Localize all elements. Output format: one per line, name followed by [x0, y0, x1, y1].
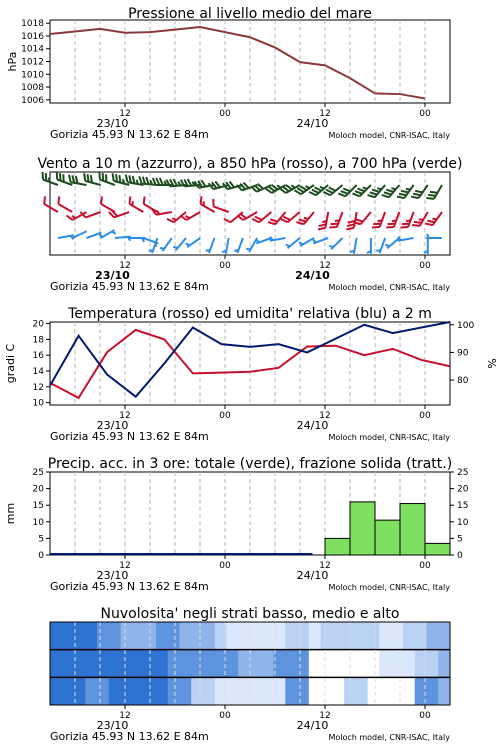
wind-barb	[426, 182, 442, 202]
barb-shaft	[380, 212, 385, 227]
barb-full	[56, 196, 62, 204]
barb-full	[54, 172, 59, 180]
cloud-cell	[97, 650, 109, 678]
date-label: 24/10	[296, 569, 329, 582]
barb-shaft	[275, 212, 285, 224]
barb-shaft	[214, 207, 229, 212]
y-tick-label-right: 25	[457, 468, 469, 478]
date-label: 24/10	[295, 269, 330, 282]
cloud-cell	[368, 650, 380, 678]
cloud-cell	[438, 622, 450, 650]
cloud-cell	[426, 650, 438, 678]
credit-label: Moloch model, CNR-ISAC, Italy	[328, 283, 450, 292]
cloud-cell	[285, 622, 297, 650]
barb-shaft	[72, 231, 87, 238]
wind-barb	[185, 235, 200, 247]
y-tick-label: 18	[32, 335, 44, 346]
cloud-cell	[368, 677, 380, 705]
cloud-cell	[379, 650, 391, 678]
y-tick-label-right: 5	[457, 534, 463, 545]
x-tick-label: 12	[319, 411, 331, 421]
x-tick-label: 12	[119, 561, 131, 571]
x-tick-label: 12	[319, 561, 331, 571]
x-tick-label: 12	[319, 109, 331, 119]
cloud-cell	[50, 622, 62, 650]
cloud-cell	[226, 650, 238, 678]
y-tick-label: 20	[32, 484, 44, 495]
cloud-cell	[309, 677, 321, 705]
panel-title: Precip. acc. in 3 ore: totale (verde), frazione solida (tratt.)	[47, 456, 453, 472]
cloud-cell	[226, 622, 238, 650]
x-tick-label: 00	[219, 109, 231, 119]
cloud-cell	[250, 622, 262, 650]
cloud-cell	[321, 622, 333, 650]
panel-5	[50, 606, 451, 743]
cloud-cell	[285, 677, 297, 705]
barb-full	[318, 227, 325, 231]
wind-barb	[58, 235, 74, 242]
x-tick-label: 00	[419, 261, 431, 271]
barb-shaft	[144, 204, 158, 212]
cloud-cell	[109, 622, 121, 650]
cloud-cell	[121, 622, 133, 650]
y-axis-label: hPa	[6, 51, 19, 72]
cloud-cell	[156, 677, 168, 705]
panel-1	[6, 6, 450, 141]
y-tick-label: 10	[32, 398, 44, 409]
cloud-cell	[356, 650, 368, 678]
cloud-cell	[62, 677, 74, 705]
location-label: Gorizia 45.93 N 13.62 E 84m	[50, 128, 209, 141]
cloud-cell	[191, 677, 203, 705]
cloud-cell	[238, 677, 250, 705]
credit-label: Moloch model, CNR-ISAC, Italy	[328, 433, 450, 442]
y-axis-label: mm	[4, 502, 17, 525]
barb-shaft	[325, 212, 328, 228]
y-tick-label: 1010	[21, 70, 44, 81]
y-tick-label: 1018	[21, 19, 44, 30]
cloud-cell	[179, 677, 191, 705]
barb-full	[139, 176, 143, 183]
cloud-cell	[403, 650, 415, 678]
wind-barb	[141, 196, 161, 212]
wind-barb	[338, 180, 356, 198]
barb-full	[97, 172, 102, 180]
panel-title: Temperatura (rosso) ed umidita' relativa (blu) a 2 m	[68, 306, 432, 322]
location-label: Gorizia 45.93 N 13.62 E 84m	[50, 580, 209, 593]
cloud-cell	[191, 622, 203, 650]
x-tick-label: 12	[119, 109, 131, 119]
wind-barb	[372, 210, 385, 230]
x-tick-label: 12	[319, 711, 331, 721]
precip-bar	[400, 504, 425, 555]
wind-barb	[285, 235, 300, 248]
wind-barb	[376, 237, 385, 253]
y-tick-label: 20	[32, 319, 44, 330]
wind-barb	[298, 235, 314, 246]
cloud-cell	[109, 650, 121, 678]
cloud-cell	[332, 622, 344, 650]
cloud-cell	[321, 677, 333, 705]
barb-shaft	[337, 212, 342, 227]
cloud-cell	[50, 650, 62, 678]
wind-barb	[382, 181, 400, 200]
x-tick-label: 00	[219, 261, 231, 271]
x-tick-label: 00	[419, 711, 431, 721]
y-tick-label: 15	[32, 501, 44, 512]
cloud-cell	[356, 677, 368, 705]
cloud-cell	[438, 650, 450, 678]
barb-full	[66, 214, 72, 222]
credit-label: Moloch model, CNR-ISAC, Italy	[328, 733, 450, 742]
cloud-cell	[262, 650, 274, 678]
cloud-cell	[132, 650, 144, 678]
cloud-cell	[262, 677, 274, 705]
barb-full	[68, 175, 72, 182]
date-label: 23/10	[95, 269, 130, 282]
panel-title: Vento a 10 m (azzurro), a 850 hPa (rosso), a 700 hPa (verde)	[37, 156, 463, 172]
wind-barb	[198, 196, 218, 212]
cloud-cell	[403, 677, 415, 705]
barb-full	[82, 173, 87, 181]
credit-label: Moloch model, CNR-ISAC, Italy	[328, 583, 450, 592]
date-label: 23/10	[96, 569, 129, 582]
location-label: Gorizia 45.93 N 13.62 E 84m	[50, 730, 209, 743]
wind-barb	[368, 181, 386, 200]
barb-full	[40, 172, 45, 180]
cloud-cell	[391, 677, 403, 705]
cloud-cell	[297, 677, 309, 705]
y-tick-label: 16	[32, 351, 44, 362]
y-tick-label: 10	[32, 517, 44, 528]
wind-barb	[101, 230, 117, 241]
x-tick-label: 00	[419, 109, 431, 119]
panel-title: Nuvolosita' negli strati basso, medio e alto	[100, 606, 400, 622]
cloud-cell	[356, 622, 368, 650]
x-tick-label: 00	[419, 561, 431, 571]
cloud-cell	[438, 677, 450, 705]
location-label: Gorizia 45.93 N 13.62 E 84m	[50, 430, 209, 443]
cloud-cell	[62, 650, 74, 678]
barb-full	[400, 225, 408, 230]
barb-full	[386, 225, 394, 230]
wind-barb	[329, 210, 342, 230]
cloud-cell	[238, 650, 250, 678]
barb-full	[211, 199, 216, 207]
barb-full	[141, 196, 147, 204]
date-label: 23/10	[96, 419, 129, 432]
cloud-cell	[321, 650, 333, 678]
y-axis-label-right: %	[485, 358, 498, 369]
barb-shaft	[85, 181, 100, 185]
wind-barb	[412, 209, 428, 229]
cloud-cell	[297, 650, 309, 678]
cloud-cell	[203, 677, 215, 705]
wind-barb	[268, 208, 286, 227]
cloud-cell	[332, 650, 344, 678]
cloud-cell	[97, 677, 109, 705]
cloud-cell	[156, 622, 168, 650]
x-tick-label: 12	[119, 261, 131, 271]
cloud-cell	[203, 650, 215, 678]
cloud-cell	[403, 622, 415, 650]
cloud-cell	[156, 650, 168, 678]
cloud-cell	[391, 622, 403, 650]
y-tick-label: 5	[38, 534, 44, 545]
x-tick-label: 00	[219, 711, 231, 721]
cloud-cell	[62, 622, 74, 650]
cloud-cell	[168, 650, 180, 678]
wind-barb	[424, 238, 428, 254]
cloud-cell	[132, 677, 144, 705]
barb-shaft	[71, 182, 87, 185]
y-tick-label: 25	[32, 468, 44, 478]
cloud-cell	[85, 650, 97, 678]
cloud-cell	[379, 622, 391, 650]
precip-bar	[425, 543, 450, 555]
precip-bar	[375, 520, 400, 555]
wind-barb	[72, 231, 87, 238]
wind-barb	[224, 207, 243, 225]
wind-barb	[400, 210, 413, 230]
cloud-cell	[168, 622, 180, 650]
location-label: Gorizia 45.93 N 13.62 E 84m	[50, 280, 209, 293]
cloud-cell	[50, 677, 62, 705]
credit-label: Moloch model, CNR-ISAC, Italy	[328, 131, 450, 140]
cloud-cell	[391, 650, 403, 678]
wind-barb	[211, 199, 231, 212]
date-label: 23/10	[96, 117, 129, 130]
y-tick-label: 0	[38, 551, 44, 561]
wind-barb	[129, 238, 145, 242]
y-tick-label: 1014	[21, 44, 44, 55]
wind-barb	[159, 236, 171, 251]
cloud-cell	[332, 677, 344, 705]
cloud-cell	[85, 622, 97, 650]
precip-bar	[325, 538, 350, 555]
wind-barb	[115, 237, 131, 242]
wind-barb	[56, 196, 76, 212]
cloud-cell	[121, 650, 133, 678]
cloud-cell	[179, 650, 191, 678]
y-tick-label-right: 90	[457, 348, 469, 359]
panel-4	[4, 456, 469, 593]
wind-barb	[350, 237, 357, 253]
cloud-cell	[191, 650, 203, 678]
cloud-cell	[179, 622, 191, 650]
wind-barb	[98, 196, 118, 212]
cloud-cell	[238, 622, 250, 650]
y-tick-label-right: 80	[457, 376, 469, 387]
wind-barb	[385, 235, 400, 248]
barb-shaft	[44, 204, 58, 212]
wind-barb	[397, 181, 414, 201]
x-tick-label: 12	[319, 261, 331, 271]
x-tick-label: 00	[219, 411, 231, 421]
wind-barb	[109, 205, 129, 218]
barb-full	[98, 196, 104, 204]
barb-shaft	[58, 204, 72, 212]
cloud-cell	[121, 677, 133, 705]
date-label: 23/10	[96, 719, 129, 732]
y-tick-label: 1016	[21, 31, 44, 42]
wind-barb	[328, 235, 342, 249]
wind-barb	[367, 238, 371, 254]
barb-shaft	[86, 212, 101, 217]
y-tick-label-right: 100	[457, 320, 475, 331]
y-tick-label: 1008	[21, 83, 44, 94]
wind-barb	[426, 234, 442, 238]
barb-full	[42, 196, 48, 204]
date-label: 24/10	[296, 117, 329, 130]
barb-shaft	[288, 212, 300, 222]
y-tick-label: 1006	[21, 95, 44, 106]
cloud-cell	[168, 677, 180, 705]
cloud-cell	[226, 677, 238, 705]
wind-barb	[80, 205, 100, 218]
wind-barb	[346, 211, 356, 231]
cloud-cell	[250, 650, 262, 678]
barb-shaft	[394, 212, 399, 227]
wind-barb	[246, 236, 257, 252]
y-tick-label-right: 20	[457, 484, 469, 495]
cloud-cell	[379, 677, 391, 705]
y-tick-label-right: 15	[457, 501, 469, 512]
x-tick-label: 12	[119, 711, 131, 721]
y-tick-label: 12	[32, 382, 44, 393]
y-tick-label-right: 10	[457, 517, 469, 528]
cloud-cell	[262, 622, 274, 650]
y-tick-label: 14	[32, 367, 44, 378]
wind-barb	[167, 207, 186, 225]
cloud-cell	[85, 677, 97, 705]
cloud-cell	[297, 622, 309, 650]
wind-barb	[411, 181, 428, 201]
precip-bar	[350, 502, 375, 555]
cloud-cell	[132, 622, 144, 650]
wind-barb	[205, 237, 214, 253]
wind-barb	[425, 208, 442, 228]
date-label: 24/10	[296, 419, 329, 432]
panel-3	[4, 306, 498, 443]
y-tick-label-right: 0	[457, 551, 463, 561]
barb-full	[372, 225, 380, 230]
x-tick-label: 00	[419, 411, 431, 421]
panel-title: Pressione al livello medio del mare	[128, 6, 372, 22]
x-tick-label: 12	[119, 411, 131, 421]
cloud-cell	[250, 677, 262, 705]
cloud-cell	[109, 677, 121, 705]
barb-full	[160, 178, 163, 185]
cloud-cell	[97, 622, 109, 650]
cloud-cell	[203, 622, 215, 650]
panel-2	[37, 156, 462, 293]
barb-shaft	[243, 212, 257, 220]
wind-barb	[318, 211, 328, 231]
barb-full	[329, 225, 337, 230]
date-label: 24/10	[296, 719, 329, 732]
wind-barb	[296, 208, 314, 227]
wind-barb	[269, 234, 285, 241]
wind-barb	[234, 237, 243, 253]
barb-full	[111, 173, 116, 181]
wind-barb	[386, 210, 399, 230]
cloud-cell	[309, 622, 321, 650]
x-tick-label: 00	[219, 561, 231, 571]
barb-shaft	[259, 212, 271, 222]
cloud-cell	[368, 622, 380, 650]
barb-shaft	[361, 212, 371, 224]
cloud-cell	[426, 622, 438, 650]
pressure-line	[50, 27, 425, 99]
y-axis-label: gradi C	[4, 343, 17, 384]
cloud-cell	[285, 650, 297, 678]
cloud-cell	[426, 677, 438, 705]
cloud-cell	[309, 650, 321, 678]
y-tick-label: 1012	[21, 57, 44, 68]
